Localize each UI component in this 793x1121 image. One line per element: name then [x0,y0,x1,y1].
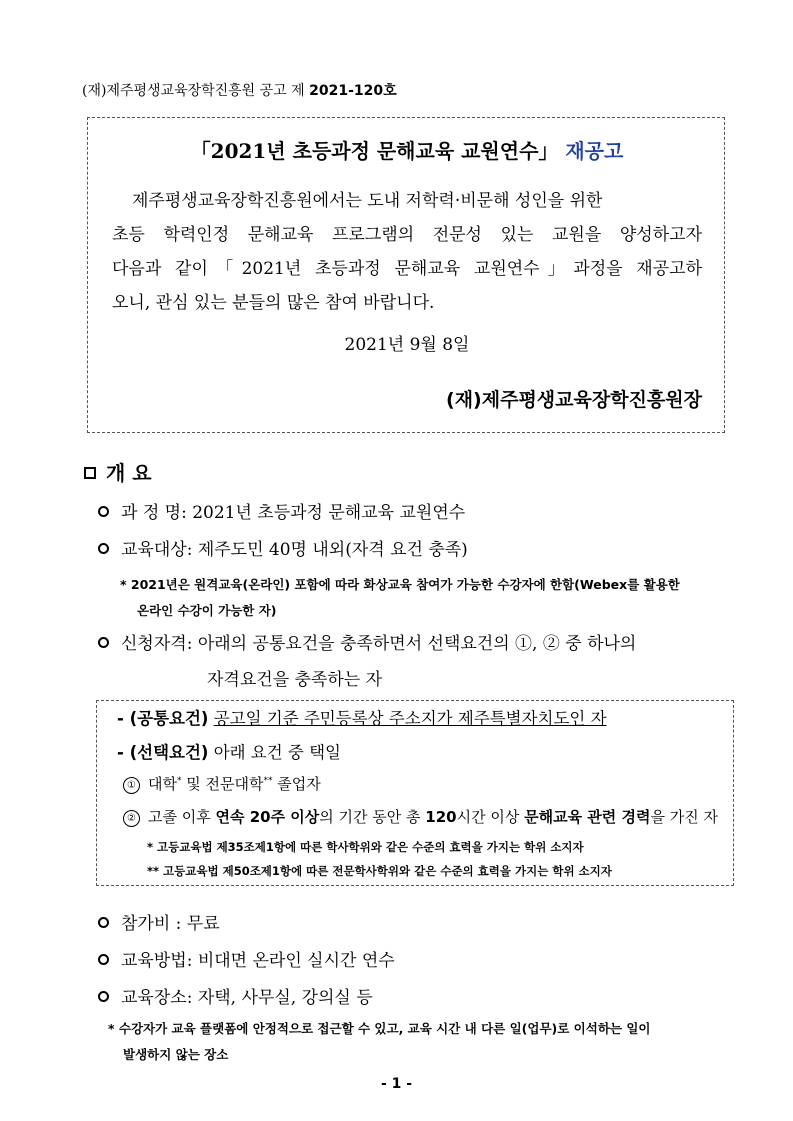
notice-body-line-2: 초등 학력인정 문해교육 프로그램의 전문성 있는 교원을 양성하고자 [112,225,702,245]
notice-body-line-1: 제주평생교육장학진흥원에서는 도내 저학력·비문해 성인을 위한 [132,191,603,211]
item-method-text: 교육방법: 비대면 온라인 실시간 연수 [121,951,395,971]
place-note-line-1: * 수강자가 교육 플랫폼에 안정적으로 접근할 수 있고, 교육 시간 내 다른 일(업무)로 이석하는 일이 [108,1021,651,1036]
req-common-label: - (공통요건) [117,709,209,728]
notice-title-main: 「2021년 초등과정 문해교육 교원연수」 [190,139,559,163]
notice-title-suffix: 재공고 [565,139,624,163]
opt2-text-a: 고졸 이후 [148,808,216,826]
req-optional [117,739,341,763]
opt2-text-b: 연속 20주 이상 [215,808,320,826]
section-heading-overview [84,457,152,486]
item-fee [98,909,220,934]
opt1-text-a: 대학 [148,775,177,793]
opt2-text-d: 120 [425,808,457,826]
target-note-line-1: * 2021년은 원격교육(온라인) 포함에 따라 화상교육 참여가 가능한 수강자에 한함(Webex를 활용한 [120,577,680,592]
circle-bullet-icon [98,506,109,517]
notice-number-line [82,80,397,100]
target-note-line-2: 온라인 수강이 가능한 자) [137,603,277,618]
circle-bullet-icon [98,917,109,928]
circle-bullet-icon [98,954,109,965]
requirements-box [96,700,734,886]
notice-body-line-4: 오니, 관심 있는 분들의 많은 참여 바랍니다. [112,293,435,313]
item-target-text: 교육대상: 제주도민 40명 내외(자격 요건 충족) [121,540,468,560]
org-prefix: (재)제주평생교육장학진흥원 공고 제 [82,83,310,99]
notice-signer: (재)제주평생교육장학진흥원장 [446,389,702,411]
opt1-text-c: 졸업자 [272,775,321,793]
item-fee-text: 참가비 : 무료 [121,914,220,934]
place-note-line-2: 발생하지 않는 장소 [123,1047,229,1062]
notice-number: 2021-120호 [309,83,397,99]
opt1-sup-2: ** [263,776,273,786]
option-number-1: ① [123,777,140,794]
notice-date: 2021년 9월 8일 [344,335,470,355]
square-bullet-icon [84,467,96,479]
item-eligibility-text-2: 자격요건을 충족하는 자 [207,670,383,690]
item-course [98,498,465,523]
req-common [117,705,607,729]
req-option-1 [123,773,321,794]
notice-title [88,135,726,164]
item-place-text: 교육장소: 자택, 사무실, 강의실 등 [121,988,373,1008]
item-method [98,946,395,971]
item-target [98,535,468,560]
opt1-sup-1: * [176,776,182,786]
notice-box [87,117,725,433]
opt2-text-c: 의 기간 동안 총 [319,808,426,826]
req-footnote-1: * 고등교육법 제35조제1항에 따른 학사학위와 같은 수준의 효력을 가지는 학위 소지자 [147,840,584,854]
page-number: - 1 - [380,1076,413,1092]
req-footnote-2: ** 고등교육법 제50조제1항에 따른 전문학사학위와 같은 수준의 효력을 가지는 학위 소지자 [147,864,612,878]
item-course-text: 과 정 명: 2021년 초등과정 문해교육 교원연수 [121,503,466,523]
item-eligibility-text-1: 신청자격: 아래의 공통요건을 충족하면서 선택요건의 ①, ② 중 하나의 [121,634,637,654]
circle-bullet-icon [98,637,109,648]
req-optional-text: 아래 요건 중 택일 [213,743,341,762]
opt2-text-f: 문해교육 관련 경력 [524,808,651,826]
item-eligibility [98,629,636,654]
notice-body-line-3: 다음과 같이「2021년 초등과정 문해교육 교원연수」과정을 재공고하 [112,259,702,279]
req-optional-label: - (선택요건) [117,743,209,762]
opt2-text-e: 시간 이상 [456,808,525,826]
opt2-text-g: 을 가진 자 [650,808,718,826]
item-place [98,983,373,1008]
opt1-text-b: 및 전문대학 [181,775,264,793]
req-common-text: 공고일 기준 주민등록상 주소지가 제주특별자치도인 자 [213,709,607,728]
req-option-2 [123,806,718,827]
section-heading-text: 개 요 [106,461,152,485]
circle-bullet-icon [98,991,109,1002]
option-number-2: ② [123,810,140,827]
circle-bullet-icon [98,543,109,554]
